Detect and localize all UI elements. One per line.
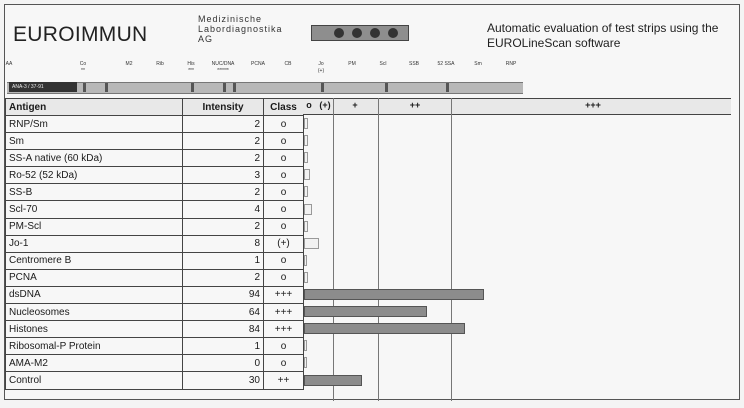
class-cell: o bbox=[264, 218, 304, 235]
strip-marker-label: NUC/DNA bbox=[211, 61, 235, 67]
class-scale-label: ++ bbox=[409, 100, 421, 110]
antigen-cell: Jo-1 bbox=[6, 235, 183, 252]
intensity-bar bbox=[304, 306, 427, 317]
class-cell: ++ bbox=[264, 372, 304, 389]
brand-logo-icon bbox=[311, 25, 409, 41]
strip-marker-label: Jo bbox=[318, 61, 324, 67]
company-line-1: Medizinische bbox=[198, 14, 263, 24]
table-row bbox=[6, 235, 304, 252]
antigen-cell: Control bbox=[6, 372, 183, 389]
report-page bbox=[4, 4, 740, 400]
table-row bbox=[6, 184, 304, 201]
intensity-bar bbox=[304, 238, 319, 249]
intensity-bar bbox=[304, 118, 308, 129]
class-cell: o bbox=[264, 133, 304, 150]
class-cell: o bbox=[264, 338, 304, 355]
table-row bbox=[6, 201, 304, 218]
strip-marker-value: *** bbox=[188, 68, 194, 74]
strip-marker-label: 52 SSA bbox=[437, 61, 455, 67]
antigen-cell: PCNA bbox=[6, 269, 183, 286]
strip-band bbox=[223, 83, 226, 92]
strip-band bbox=[83, 83, 86, 92]
table-row bbox=[6, 150, 304, 167]
class-cell: o bbox=[264, 116, 304, 133]
table-row bbox=[6, 252, 304, 269]
intensity-cell: 0 bbox=[183, 355, 264, 372]
intensity-column-header: Intensity bbox=[183, 99, 264, 116]
class-cell: o bbox=[264, 252, 304, 269]
intensity-cell: 84 bbox=[183, 321, 264, 338]
company-name bbox=[198, 14, 283, 44]
class-cell: (+) bbox=[264, 235, 304, 252]
table-row bbox=[6, 269, 304, 286]
antigen-cell: Ro-52 (52 kDa) bbox=[6, 167, 183, 184]
strip-marker-label: Scl bbox=[379, 61, 387, 67]
intensity-cell: 1 bbox=[183, 252, 264, 269]
brand-name: EUROIMMUN bbox=[13, 23, 148, 46]
strip-marker-label: PM bbox=[348, 61, 356, 67]
table-row bbox=[6, 321, 304, 338]
intensity-bar bbox=[304, 135, 308, 146]
class-cell: +++ bbox=[264, 304, 304, 321]
intensity-cell: 64 bbox=[183, 304, 264, 321]
intensity-cell: 2 bbox=[183, 116, 264, 133]
strip-marker-label: SSB bbox=[408, 61, 420, 67]
strip-marker-label: RNP bbox=[505, 61, 517, 67]
class-scale-label: + bbox=[352, 100, 358, 110]
class-cell: o bbox=[264, 269, 304, 286]
table-row bbox=[6, 286, 304, 303]
table-row bbox=[6, 167, 304, 184]
strip-marker-label: M2 bbox=[125, 61, 133, 67]
antigen-cell: SS-A native (60 kDa) bbox=[6, 150, 183, 167]
antigen-cell: Sm bbox=[6, 133, 183, 150]
company-line-3: AG bbox=[198, 34, 214, 44]
tagline-line-1: Automatic evaluation of test strips using the bbox=[487, 21, 719, 35]
class-cell: o bbox=[264, 167, 304, 184]
antigen-cell: PM-Scl bbox=[6, 218, 183, 235]
strip-band bbox=[105, 83, 108, 92]
intensity-bar bbox=[304, 272, 308, 283]
class-cell: o bbox=[264, 201, 304, 218]
table-row bbox=[6, 116, 304, 133]
class-boundary-line bbox=[451, 98, 452, 401]
strip-band bbox=[233, 83, 236, 92]
strip-marker-label: Sm bbox=[474, 61, 482, 67]
antigen-cell: AMA-M2 bbox=[6, 355, 183, 372]
class-scale-header bbox=[303, 98, 731, 115]
antigen-cell: SS-B bbox=[6, 184, 183, 201]
strip-marker-label: Rib bbox=[156, 61, 164, 67]
strip-marker-label: His bbox=[187, 61, 195, 67]
strip-marker-label: AA bbox=[5, 61, 13, 67]
class-boundary-line bbox=[378, 98, 379, 401]
class-cell: o bbox=[264, 355, 304, 372]
intensity-bar bbox=[304, 323, 465, 334]
table-row bbox=[6, 338, 304, 355]
intensity-bar bbox=[304, 340, 307, 351]
class-cell: +++ bbox=[264, 321, 304, 338]
strip-marker-label: CB bbox=[284, 61, 292, 67]
antigen-column-header: Antigen bbox=[6, 99, 183, 116]
intensity-bar-chart bbox=[303, 98, 731, 401]
intensity-cell: 2 bbox=[183, 150, 264, 167]
table-header-row bbox=[6, 99, 304, 116]
table-row bbox=[6, 304, 304, 321]
intensity-bar bbox=[304, 357, 307, 368]
strip-marker-value: ****** bbox=[217, 68, 229, 74]
results-table bbox=[5, 98, 304, 390]
strip-marker-value: ** bbox=[81, 68, 85, 74]
intensity-cell: 2 bbox=[183, 184, 264, 201]
strip-band bbox=[385, 83, 388, 92]
strip-marker-label: PCNA bbox=[251, 61, 265, 67]
strip-band bbox=[191, 83, 194, 92]
intensity-cell: 30 bbox=[183, 372, 264, 389]
class-cell: +++ bbox=[264, 286, 304, 303]
intensity-bar bbox=[304, 152, 308, 163]
strip-band bbox=[321, 83, 324, 92]
strip-band bbox=[446, 83, 449, 92]
strip-marker-label: Co bbox=[79, 61, 87, 67]
class-column-header: Class bbox=[264, 99, 304, 116]
test-strip-scan bbox=[5, 61, 739, 95]
table-row bbox=[6, 355, 304, 372]
intensity-cell: 2 bbox=[183, 218, 264, 235]
class-boundary-line bbox=[333, 98, 334, 401]
class-scale-label: (+) bbox=[319, 100, 331, 110]
report-tagline bbox=[487, 21, 718, 51]
tagline-line-2: EUROLineScan software bbox=[487, 36, 621, 50]
antigen-cell: dsDNA bbox=[6, 286, 183, 303]
strip-marker-value: (+) bbox=[317, 68, 325, 74]
class-scale-label: o bbox=[306, 100, 312, 110]
company-line-2: Labordiagnostika bbox=[198, 24, 283, 34]
table-row bbox=[6, 218, 304, 235]
intensity-bar bbox=[304, 375, 362, 386]
intensity-cell: 2 bbox=[183, 269, 264, 286]
antigen-cell: Ribosomal-P Protein bbox=[6, 338, 183, 355]
intensity-cell: 94 bbox=[183, 286, 264, 303]
report-header bbox=[5, 5, 739, 57]
intensity-bar bbox=[304, 169, 310, 180]
intensity-cell: 8 bbox=[183, 235, 264, 252]
antigen-cell: Scl-70 bbox=[6, 201, 183, 218]
intensity-bar bbox=[304, 255, 307, 266]
intensity-bar bbox=[304, 289, 484, 300]
class-cell: o bbox=[264, 184, 304, 201]
intensity-cell: 4 bbox=[183, 201, 264, 218]
intensity-cell: 1 bbox=[183, 338, 264, 355]
intensity-bar bbox=[304, 204, 312, 215]
intensity-bar bbox=[304, 221, 308, 232]
class-cell: o bbox=[264, 150, 304, 167]
table-row bbox=[6, 133, 304, 150]
antigen-cell: RNP/Sm bbox=[6, 116, 183, 133]
antigen-cell: Centromere B bbox=[6, 252, 183, 269]
intensity-cell: 3 bbox=[183, 167, 264, 184]
table-row bbox=[6, 372, 304, 389]
antigen-cell: Nucleosomes bbox=[6, 304, 183, 321]
intensity-bar bbox=[304, 186, 308, 197]
strip-id-label: ANA-3 / 37-91 bbox=[9, 82, 77, 92]
intensity-cell: 2 bbox=[183, 133, 264, 150]
class-scale-label: +++ bbox=[585, 100, 601, 110]
antigen-cell: Histones bbox=[6, 321, 183, 338]
